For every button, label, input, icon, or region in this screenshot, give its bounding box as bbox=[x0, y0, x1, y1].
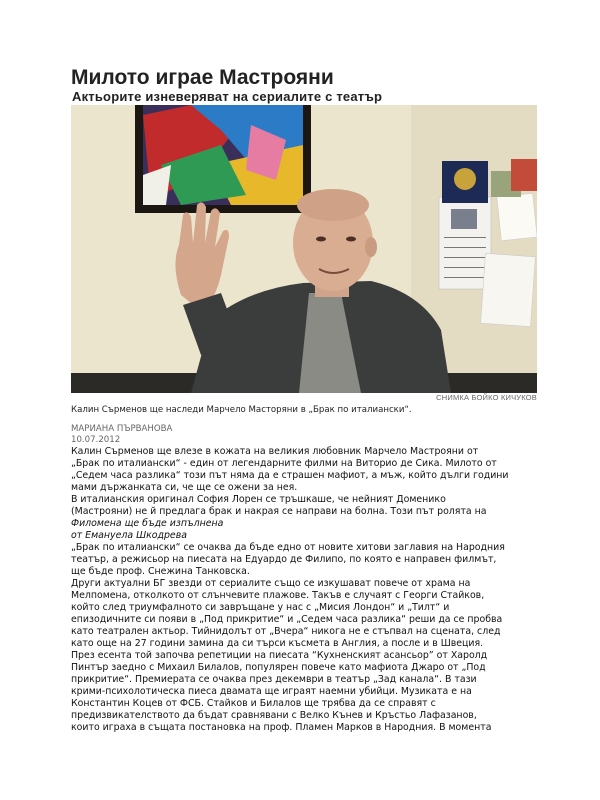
body-line: като още на 27 години замина да си търси късмета в Англия, а после и в Швеция. bbox=[71, 638, 484, 649]
photo-credit: СНИМКА БОЙКО КИЧУКОВ bbox=[436, 393, 537, 402]
body-line: театър, а режисьор на пиесата на Едуардо де Филипо, по която е направен филмът, bbox=[71, 554, 497, 565]
article-photo bbox=[71, 105, 537, 393]
body-line: епизодичните си появи в „Под прикритие“ и „Седем часа разлика“ реши да се пробва bbox=[71, 614, 503, 625]
body-line-italic: от Емануела Шкодрева bbox=[71, 530, 187, 541]
body-line: мами държанката си, че ще се ожени за нея. bbox=[71, 482, 298, 493]
photo-caption: Калин Сърменов ще наследи Марчело Масторяни в „Брак по италиански“. bbox=[71, 405, 412, 415]
article-author: МАРИАНА ПЪРВАНОВА bbox=[71, 424, 173, 434]
article-title: Милото играе Мастрояни bbox=[71, 66, 334, 89]
body-line: Калин Сърменов ще влезе в кожата на великия любовник Марчело Мастрояни от bbox=[71, 446, 479, 457]
body-line: прикритие“. Премиерата се очаква през декември в театър „Зад канала“. В тази bbox=[71, 674, 477, 685]
photo-illustration bbox=[71, 105, 537, 393]
body-line: Други актуални БГ звезди от сериалите също се изкушават повече от храма на bbox=[71, 578, 471, 589]
body-line: като театрален актьор. Тийнидолът от „Вчера“ никога не е стъпвал на сцената, след bbox=[71, 626, 501, 637]
body-line: Мелпомена, отколкото от слънчевите плажове. Такъв е случаят с Георги Стайков, bbox=[71, 590, 485, 601]
article bbox=[71, 66, 541, 734]
body-line: който след триумфалното си завръщане у нас с „Мисия Лондон“ и „Тилт“ и bbox=[71, 602, 450, 613]
body-line: крими-психолотическа пиеса двамата ще играят наемни убийци. Музиката е на bbox=[71, 686, 472, 697]
body-line-italic: Филомена ще бъде изпълнена bbox=[71, 518, 224, 529]
body-line: ще бъде проф. Снежина Танковска. bbox=[71, 566, 250, 577]
body-line: „Седем часа разлика“ този път няма да е страшен мафиот, а мъж, който дълги години bbox=[71, 470, 509, 481]
body-line: Константин Коцев от ФСБ. Стайков и Билалов ще трябва да се справят с bbox=[71, 698, 436, 709]
body-line: „Брак по италиански“ се очаква да бъде едно от новите хитови заглавия на Народния bbox=[71, 542, 505, 553]
body-line: които играха в същата постановка на проф. Пламен Марков в Народния. В момента bbox=[71, 722, 492, 733]
body-line: „Брак по италиански“ - един от легендарните филми на Виторио де Сика. Милото от bbox=[71, 458, 497, 469]
body-line: (Мастрояни) не й предлага брак и накрая се направи на болна. Този път ролята на bbox=[71, 506, 487, 517]
body-line: Пинтър заедно с Михаил Билалов, популярен повече като мафиота Джаро от „Под bbox=[71, 662, 486, 673]
body-line: През есента той започва репетиции на пиесата “Кухненският асансьор” от Харолд bbox=[71, 650, 488, 661]
article-date: 10.07.2012 bbox=[71, 435, 121, 445]
article-subtitle: Актьорите изневеряват на сериалите с театър bbox=[72, 89, 383, 104]
body-line: В италианския оригинал София Лорен се тръшкаше, че нейният Доменико bbox=[71, 494, 446, 505]
article-body bbox=[71, 446, 541, 734]
body-line: предизвикателството да бъдат сравнявани с Велко Кънев и Кръстьо Лафазанов, bbox=[71, 710, 477, 721]
